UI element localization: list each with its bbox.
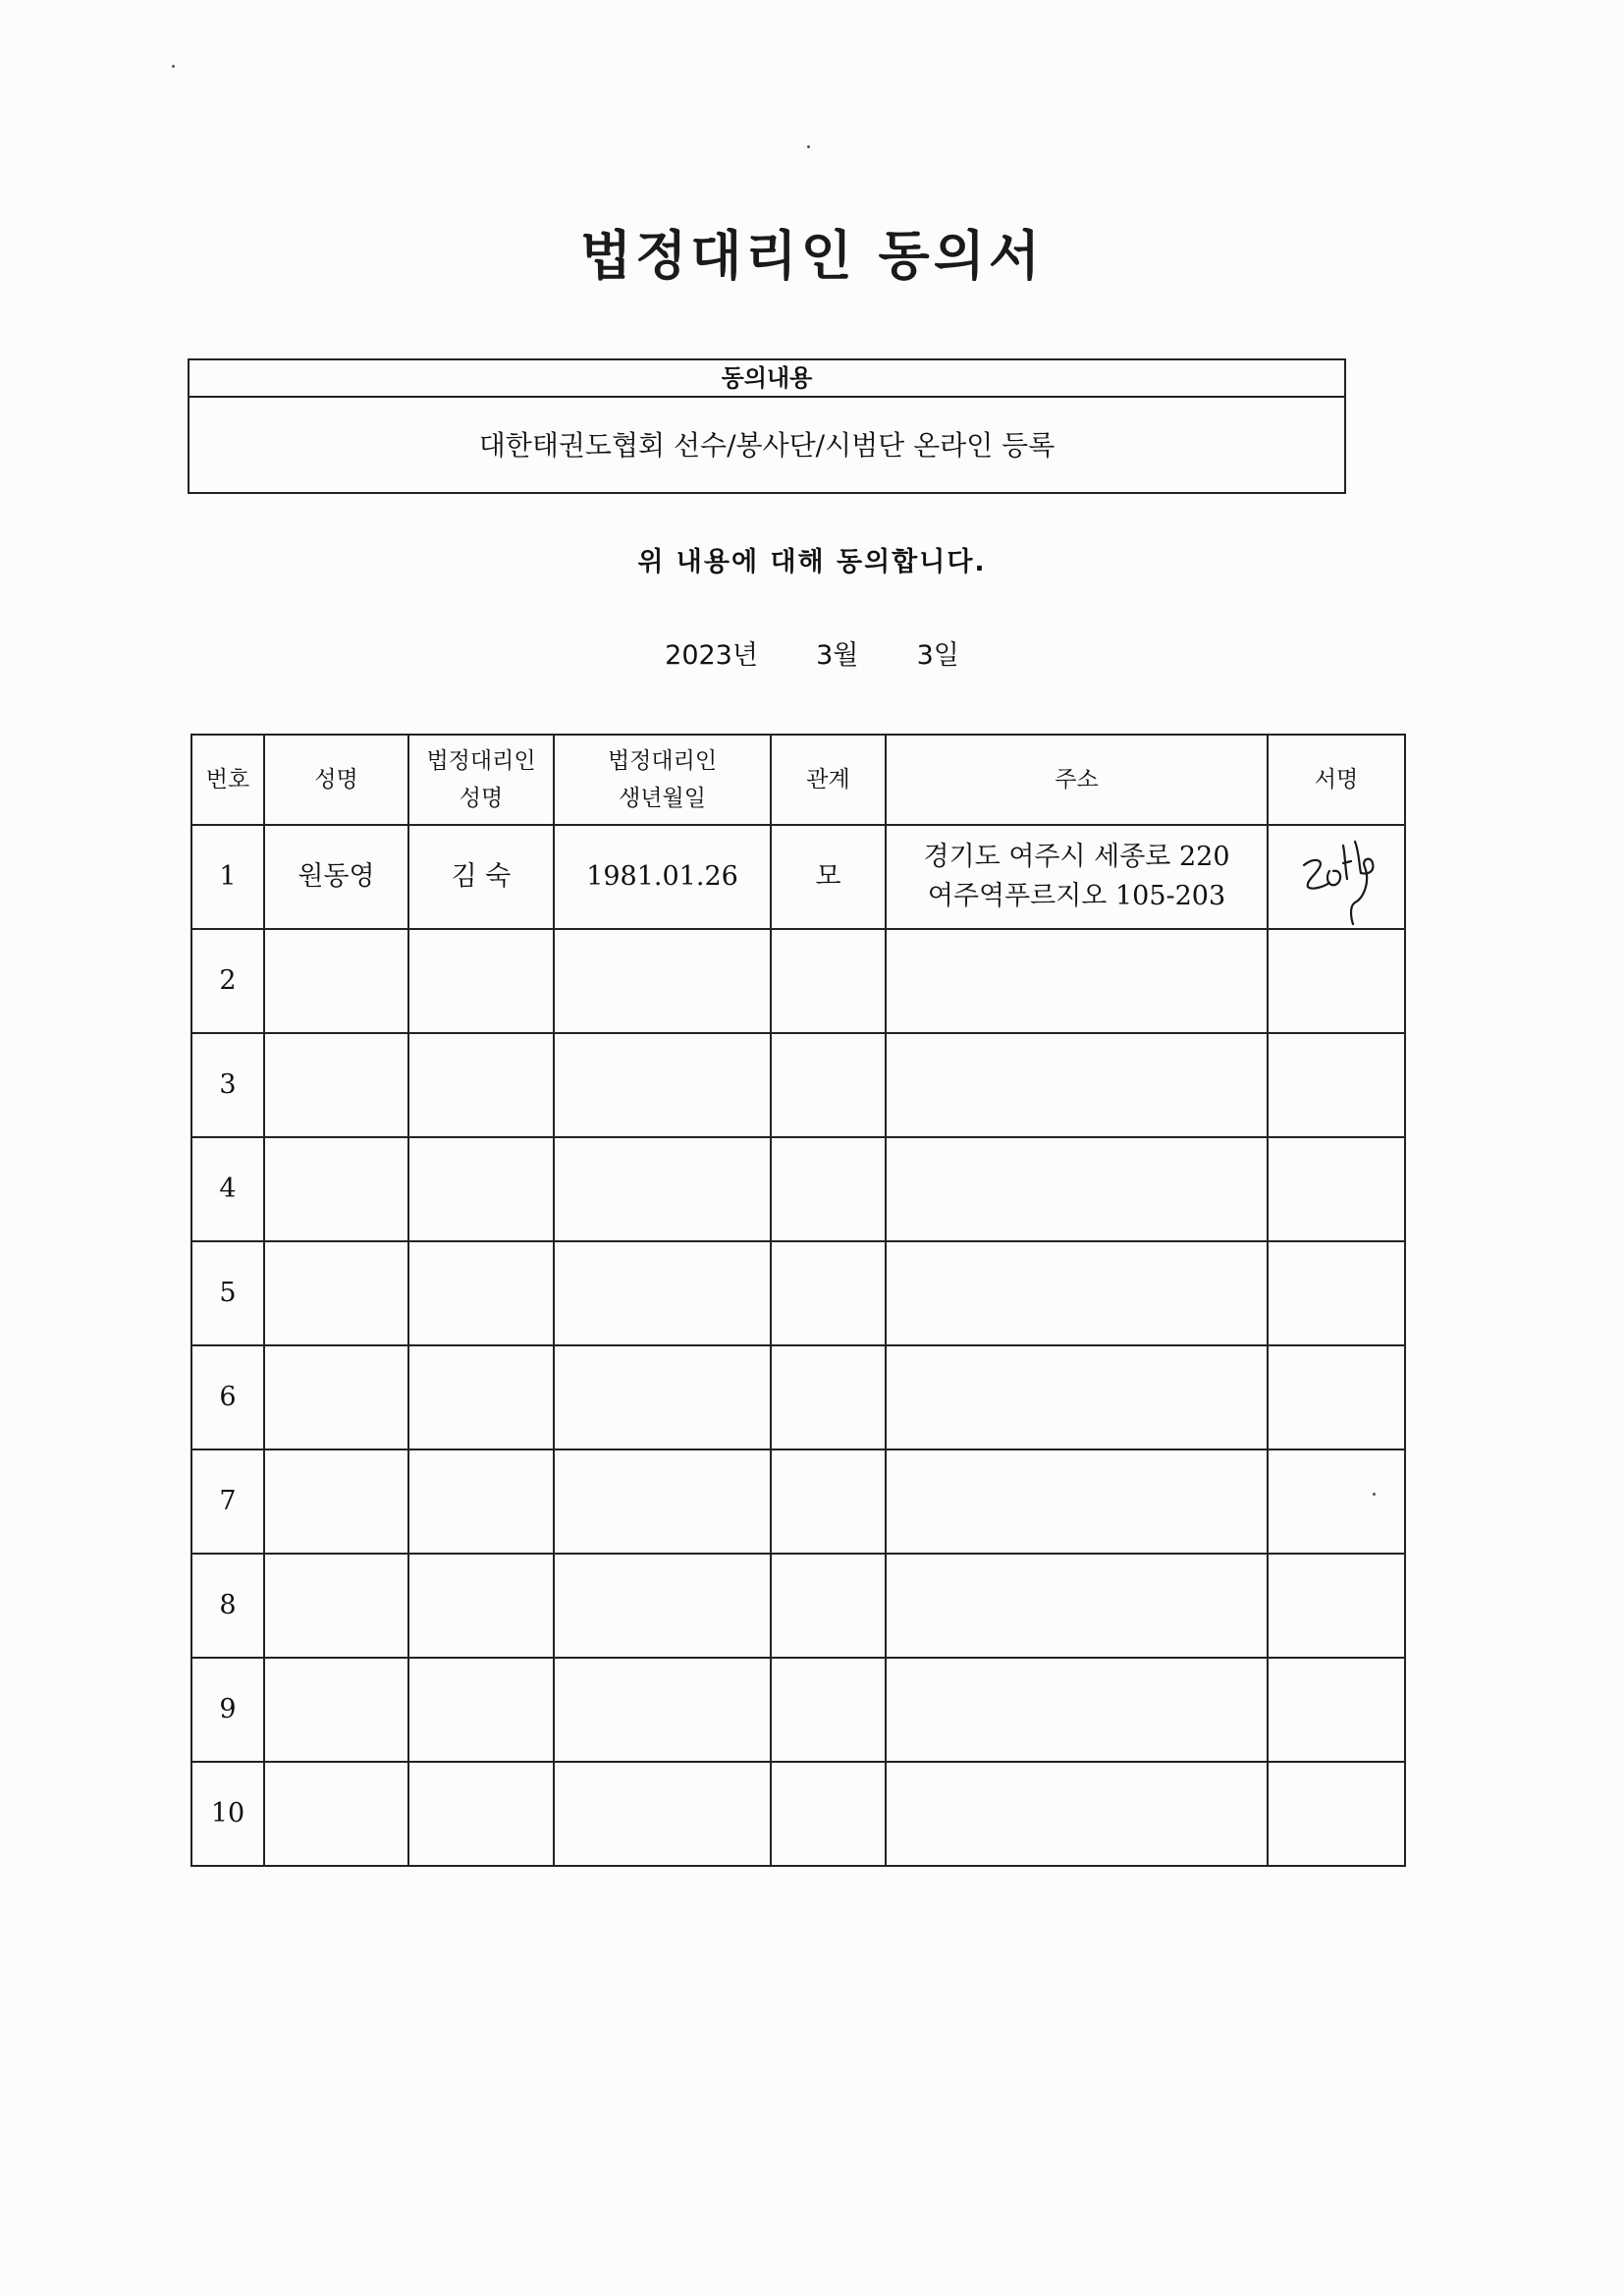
- cell-relation: [771, 1658, 886, 1762]
- handwritten-signature: [1300, 838, 1382, 926]
- header-guardian-name-line1: 법정대리인: [426, 748, 536, 774]
- cell-relation: [771, 1241, 886, 1345]
- table-row: [191, 1762, 1405, 1866]
- cell-name: [264, 1137, 408, 1241]
- cell-signature: [1268, 1762, 1405, 1866]
- cell-signature: [1268, 1554, 1405, 1658]
- table-row: [191, 1658, 1405, 1762]
- date-line: [0, 633, 1624, 672]
- cell-no: 2: [191, 929, 264, 1033]
- header-no: 번호: [191, 735, 264, 825]
- table-row: [191, 929, 1405, 1033]
- table-header-row: [191, 735, 1405, 825]
- cell-address: [886, 1762, 1268, 1866]
- table-row: [191, 1345, 1405, 1449]
- cell-address: [886, 1345, 1268, 1449]
- cell-guardian-birth: [554, 1554, 771, 1658]
- cell-signature: [1268, 1449, 1405, 1554]
- cell-guardian-birth: [554, 1658, 771, 1762]
- header-name: 성명: [264, 735, 408, 825]
- cell-address-line1: 경기도 여주시 세종로 220: [923, 842, 1230, 872]
- consent-content: 대한태권도협회 선수/봉사단/시범단 온라인 등록: [478, 429, 1056, 462]
- cell-relation: [771, 1762, 886, 1866]
- cell-guardian-name: [408, 1449, 554, 1554]
- cell-guardian-birth: 1981.01.26: [554, 825, 771, 929]
- cell-name: [264, 1241, 408, 1345]
- cell-relation: 모: [771, 825, 886, 929]
- cell-name: [264, 1658, 408, 1762]
- cell-guardian-birth: [554, 1762, 771, 1866]
- cell-guardian-birth: [554, 1449, 771, 1554]
- cell-guardian-name: [408, 1033, 554, 1137]
- cell-address-line2: 여주역푸르지오 105-203: [927, 881, 1226, 911]
- cell-address: [886, 825, 1268, 929]
- cell-guardian-name: [408, 1241, 554, 1345]
- consent-statement: 위 내용에 대해 동의합니다.: [637, 547, 987, 577]
- header-guardian-name-line2: 성명: [459, 786, 504, 811]
- cell-address: [886, 929, 1268, 1033]
- scan-speck: [807, 145, 810, 148]
- cell-no: 10: [191, 1762, 264, 1866]
- table-row: [191, 1137, 1405, 1241]
- cell-address: [886, 1554, 1268, 1658]
- header-relation: 관계: [771, 735, 886, 825]
- scan-speck: [1373, 1493, 1376, 1496]
- header-address: 주소: [886, 735, 1268, 825]
- cell-no: 7: [191, 1449, 264, 1554]
- cell-no: 4: [191, 1137, 264, 1241]
- cell-guardian-name: [408, 929, 554, 1033]
- cell-name: [264, 1449, 408, 1554]
- cell-name: [264, 1762, 408, 1866]
- cell-guardian-name: [408, 1345, 554, 1449]
- cell-address: [886, 1449, 1268, 1554]
- cell-guardian-birth: [554, 1033, 771, 1137]
- cell-no: 5: [191, 1241, 264, 1345]
- cell-address: [886, 1033, 1268, 1137]
- cell-relation: [771, 1033, 886, 1137]
- table-row: [191, 1241, 1405, 1345]
- cell-address: [886, 1241, 1268, 1345]
- cell-guardian-birth: [554, 929, 771, 1033]
- cell-guardian-name: [408, 1554, 554, 1658]
- table-row: [191, 1554, 1405, 1658]
- consent-box: [188, 358, 1346, 494]
- scan-speck: [172, 65, 175, 68]
- cell-guardian-name: [408, 1658, 554, 1762]
- cell-no: 8: [191, 1554, 264, 1658]
- cell-signature: [1268, 1658, 1405, 1762]
- cell-address: [886, 1658, 1268, 1762]
- cell-signature: [1268, 825, 1405, 929]
- cell-signature: [1268, 1033, 1405, 1137]
- header-guardian-birth-line1: 법정대리인: [607, 748, 718, 774]
- date-year: 2023년: [665, 640, 758, 671]
- cell-relation: [771, 929, 886, 1033]
- cell-signature: [1268, 1345, 1405, 1449]
- cell-name: [264, 1033, 408, 1137]
- cell-guardian-name: [408, 1137, 554, 1241]
- cell-name: 원동영: [264, 825, 408, 929]
- cell-no: 6: [191, 1345, 264, 1449]
- date-month: 3월: [816, 640, 859, 671]
- header-signature: 서명: [1268, 735, 1405, 825]
- header-guardian-birth: [554, 735, 771, 825]
- cell-guardian-birth: [554, 1345, 771, 1449]
- cell-name: [264, 1345, 408, 1449]
- cell-name: [264, 929, 408, 1033]
- cell-no: 3: [191, 1033, 264, 1137]
- cell-no: 9: [191, 1658, 264, 1762]
- table-row: [191, 1449, 1405, 1554]
- header-guardian-birth-line2: 생년월일: [619, 786, 706, 811]
- consent-header: 동의내용: [189, 360, 1344, 398]
- cell-guardian-name: 김 숙: [408, 825, 554, 929]
- cell-signature: [1268, 1241, 1405, 1345]
- cell-guardian-birth: [554, 1241, 771, 1345]
- table-row: [191, 825, 1405, 929]
- cell-relation: [771, 1137, 886, 1241]
- date-day: 3일: [916, 640, 959, 671]
- cell-guardian-name: [408, 1762, 554, 1866]
- cell-relation: [771, 1345, 886, 1449]
- cell-no: 1: [191, 825, 264, 929]
- cell-guardian-birth: [554, 1137, 771, 1241]
- cell-name: [264, 1554, 408, 1658]
- guardian-table: [190, 734, 1406, 1867]
- table-row: [191, 1033, 1405, 1137]
- page-title: 법정대리인 동의서: [579, 225, 1045, 287]
- header-guardian-name: [408, 735, 554, 825]
- cell-relation: [771, 1449, 886, 1554]
- cell-relation: [771, 1554, 886, 1658]
- cell-address: [886, 1137, 1268, 1241]
- cell-signature: [1268, 1137, 1405, 1241]
- cell-signature: [1268, 929, 1405, 1033]
